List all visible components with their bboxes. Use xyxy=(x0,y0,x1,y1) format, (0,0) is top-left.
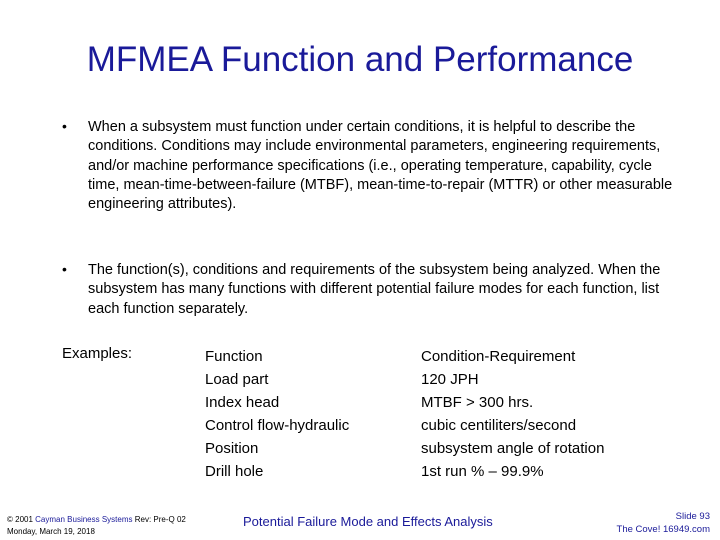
footer-title: Potential Failure Mode and Effects Analysis xyxy=(243,514,493,529)
conditions-column xyxy=(421,345,604,484)
examples-label: Examples: xyxy=(62,345,133,362)
condition-item: subsystem angle of rotation xyxy=(421,440,605,458)
function-item: Position xyxy=(205,440,259,458)
revision-label: Rev: Pre-Q 02 xyxy=(132,515,186,524)
condition-item: MTBF > 300 hrs. xyxy=(421,394,534,412)
slide-number: Slide 93 xyxy=(675,511,710,522)
function-item: Drill hole xyxy=(205,463,264,481)
condition-item: cubic centiliters/second xyxy=(421,417,577,435)
function-item: Control flow-hydraulic xyxy=(205,417,350,435)
condition-item: 1st run % – 99.9% xyxy=(421,463,544,481)
condition-header: Condition-Requirement xyxy=(421,348,576,365)
company-name: Cayman Business Systems xyxy=(35,515,133,524)
copyright-prefix: © 2001 xyxy=(7,515,36,524)
bullet-text-2: The function(s), conditions and requirements of the subsystem being analyzed. When the subsystem has many functions with different potential failure modes for each function, list each function separately. xyxy=(88,262,661,317)
functions-column xyxy=(205,345,349,484)
footer-copyright xyxy=(7,514,186,538)
slide-title: MFMEA Function and Performance xyxy=(86,40,634,79)
footer-date: Monday, March 19, 2018 xyxy=(7,527,95,536)
function-item: Load part xyxy=(205,371,269,389)
function-item: Index head xyxy=(205,394,280,412)
footer-slide-info xyxy=(617,510,710,536)
condition-item: 120 JPH xyxy=(421,371,479,389)
bullet-text-1: When a subsystem must function under certain conditions, it is helpful to describe the conditions. Conditions may include environmental parameters, engineering requirements, and/or machine performance specifications (i.e., operating temperature, capability, cycle time, mean-time-between-failure (MTBF), mean-time-to-repair (MTTR) or other measurable engineering attributes). xyxy=(88,119,673,213)
bullet-marker-1: • xyxy=(62,118,67,134)
site-name: The Cove! 16949.com xyxy=(616,524,710,535)
bullet-marker-2: • xyxy=(62,261,67,277)
function-header: Function xyxy=(205,348,263,365)
